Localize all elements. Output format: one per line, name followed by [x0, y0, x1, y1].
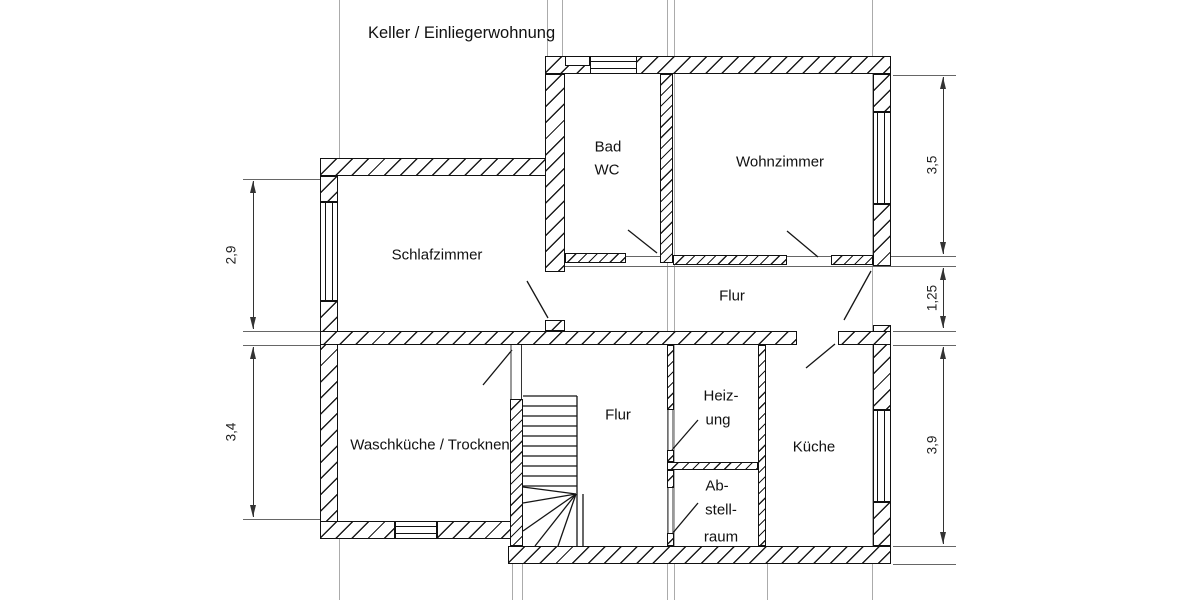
- dimension-line: [943, 347, 944, 544]
- dimension-label-wohnzimmer: 3,5: [924, 155, 940, 175]
- room-label-wc: WC: [594, 161, 620, 179]
- room-label-abstellraum-line1: Ab-: [705, 477, 729, 495]
- plan-title: Keller / Einliegerwohnung: [368, 24, 556, 42]
- dim-arrow-up: [250, 181, 256, 193]
- dimension-line: [253, 347, 254, 517]
- room-label-bad: Bad: [594, 138, 622, 156]
- dim-arrow-up: [940, 347, 946, 359]
- dimension-line: [253, 181, 254, 329]
- room-label-abstellraum-line3: raum: [703, 528, 739, 546]
- dim-arrow-down: [250, 505, 256, 517]
- dim-arrow-down: [250, 317, 256, 329]
- staircase: [523, 396, 583, 546]
- room-label-flur-lower: Flur: [605, 406, 631, 424]
- dim-arrow-down: [940, 532, 946, 544]
- room-label-schlafzimmer: Schlafzimmer: [391, 246, 483, 264]
- door-swing-lines: [483, 230, 871, 534]
- room-label-abstellraum-line2: stell-: [705, 501, 737, 519]
- room-label-waschkueche: Waschküche / Trocknen: [350, 436, 510, 454]
- dimension-label-kueche: 3,9: [924, 435, 940, 455]
- dim-arrow-up: [250, 347, 256, 359]
- room-label-kueche: Küche: [792, 438, 836, 456]
- dim-arrow-down: [940, 316, 946, 328]
- dimension-label-waschkueche: 3,4: [223, 422, 239, 442]
- dimension-line: [943, 77, 944, 254]
- dim-arrow-up: [940, 77, 946, 89]
- room-label-flur-upper: Flur: [719, 287, 745, 305]
- dim-arrow-up: [940, 268, 946, 280]
- dimension-label-flur: 1,25: [924, 284, 940, 312]
- room-label-heizung-line1: Heiz-: [703, 387, 739, 405]
- dimension-label-schlafzimmer: 2,9: [223, 245, 239, 265]
- dim-arrow-down: [940, 242, 946, 254]
- room-label-wohnzimmer: Wohnzimmer: [735, 153, 825, 171]
- door-frame-lines: [511, 345, 673, 533]
- room-label-heizung-line2: ung: [705, 411, 731, 429]
